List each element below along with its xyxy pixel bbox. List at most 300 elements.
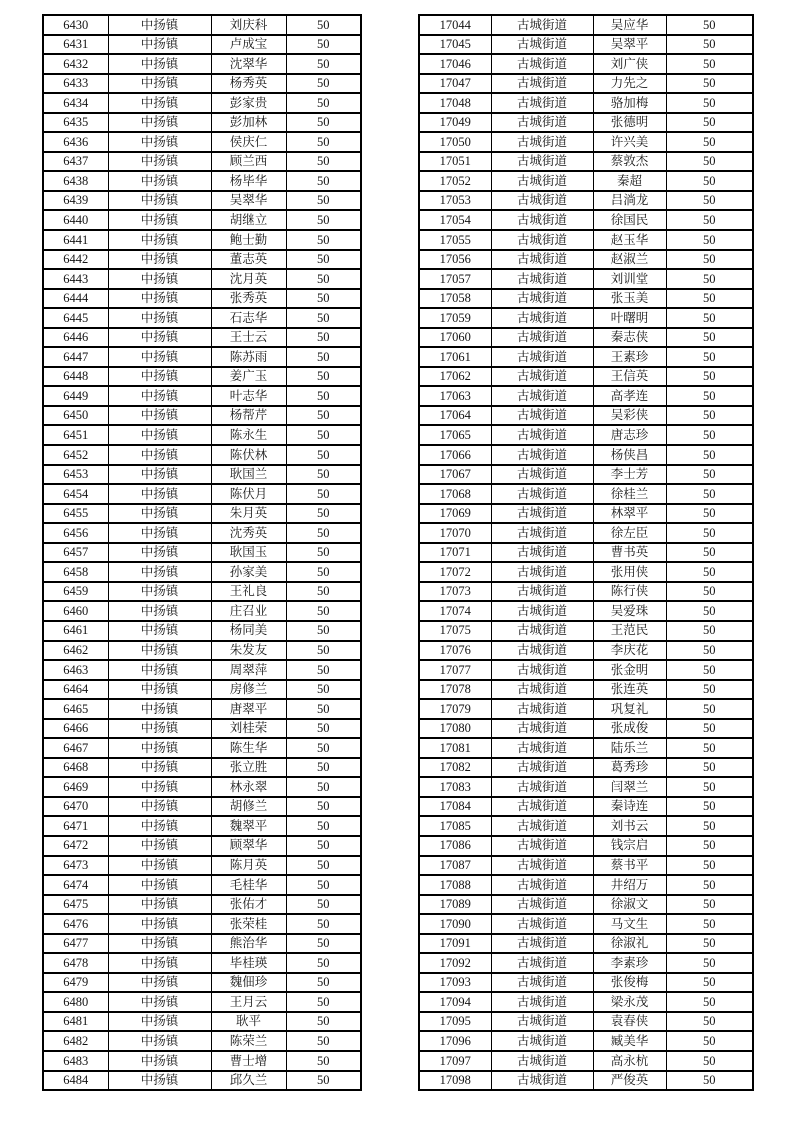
value-cell: 50 [666, 367, 753, 387]
area-cell: 古城街道 [491, 171, 593, 191]
table-row [419, 856, 753, 876]
name-cell: 吴应华 [593, 15, 666, 35]
name-cell: 胡修兰 [211, 797, 286, 817]
id-cell: 6476 [43, 914, 108, 934]
id-cell: 6431 [43, 35, 108, 55]
value-cell: 50 [286, 289, 361, 309]
table-row [419, 582, 753, 602]
id-cell: 17088 [419, 875, 491, 895]
value-cell: 50 [286, 93, 361, 113]
id-cell: 17063 [419, 386, 491, 406]
table-row [419, 543, 753, 563]
name-cell: 王范民 [593, 621, 666, 641]
id-cell: 6457 [43, 543, 108, 563]
id-cell: 6438 [43, 171, 108, 191]
area-cell: 中扬镇 [108, 856, 211, 876]
area-cell: 古城街道 [491, 152, 593, 172]
table-row [43, 601, 361, 621]
table-row [43, 582, 361, 602]
area-cell: 古城街道 [491, 406, 593, 426]
table-row [43, 523, 361, 543]
id-cell: 6453 [43, 465, 108, 485]
table-row [419, 230, 753, 250]
id-cell: 17090 [419, 914, 491, 934]
id-cell: 17092 [419, 953, 491, 973]
area-cell: 古城街道 [491, 504, 593, 524]
value-cell: 50 [286, 992, 361, 1012]
value-cell: 50 [286, 1012, 361, 1032]
table-row [43, 74, 361, 94]
value-cell: 50 [286, 191, 361, 211]
table-row [43, 895, 361, 915]
area-cell: 古城街道 [491, 875, 593, 895]
value-cell: 50 [286, 934, 361, 954]
id-cell: 17079 [419, 699, 491, 719]
name-cell: 张用侠 [593, 562, 666, 582]
name-cell: 梁永茂 [593, 992, 666, 1012]
table-row [43, 816, 361, 836]
name-cell: 臧美华 [593, 1031, 666, 1051]
id-cell: 17058 [419, 289, 491, 309]
value-cell: 50 [286, 973, 361, 993]
table-row [43, 1051, 361, 1071]
name-cell: 张连英 [593, 680, 666, 700]
id-cell: 17078 [419, 680, 491, 700]
value-cell: 50 [286, 35, 361, 55]
name-cell: 耿平 [211, 1012, 286, 1032]
area-cell: 中扬镇 [108, 1071, 211, 1091]
table-row [43, 425, 361, 445]
table-row [43, 210, 361, 230]
name-cell: 徐淑文 [593, 895, 666, 915]
table-row [419, 289, 753, 309]
value-cell: 50 [666, 992, 753, 1012]
value-cell: 50 [286, 210, 361, 230]
id-cell: 17062 [419, 367, 491, 387]
id-cell: 6477 [43, 934, 108, 954]
area-cell: 中扬镇 [108, 601, 211, 621]
table-row [43, 699, 361, 719]
area-cell: 中扬镇 [108, 504, 211, 524]
name-cell: 沈翠华 [211, 54, 286, 74]
area-cell: 中扬镇 [108, 543, 211, 563]
name-cell: 徐淑礼 [593, 934, 666, 954]
area-cell: 古城街道 [491, 367, 593, 387]
table-row [419, 914, 753, 934]
id-cell: 6456 [43, 523, 108, 543]
table-row [419, 562, 753, 582]
name-cell: 秦诗连 [593, 797, 666, 817]
name-cell: 熊治华 [211, 934, 286, 954]
table-row [43, 289, 361, 309]
id-cell: 6478 [43, 953, 108, 973]
area-cell: 中扬镇 [108, 582, 211, 602]
area-cell: 中扬镇 [108, 191, 211, 211]
table-row [419, 797, 753, 817]
name-cell: 张德明 [593, 113, 666, 133]
id-cell: 17073 [419, 582, 491, 602]
area-cell: 古城街道 [491, 660, 593, 680]
area-cell: 中扬镇 [108, 425, 211, 445]
area-cell: 中扬镇 [108, 406, 211, 426]
table-row [419, 74, 753, 94]
value-cell: 50 [666, 582, 753, 602]
name-cell: 秦超 [593, 171, 666, 191]
name-cell: 林永翠 [211, 777, 286, 797]
area-cell: 古城街道 [491, 797, 593, 817]
table-row [419, 738, 753, 758]
table-row [419, 777, 753, 797]
value-cell: 50 [286, 601, 361, 621]
table-row [43, 250, 361, 270]
value-cell: 50 [666, 269, 753, 289]
name-cell: 朱月英 [211, 504, 286, 524]
area-cell: 古城街道 [491, 758, 593, 778]
table-row [419, 308, 753, 328]
table-row [43, 758, 361, 778]
area-cell: 中扬镇 [108, 719, 211, 739]
area-cell: 古城街道 [491, 289, 593, 309]
name-cell: 陈荣兰 [211, 1031, 286, 1051]
id-cell: 17065 [419, 425, 491, 445]
value-cell: 50 [286, 308, 361, 328]
table-row [419, 504, 753, 524]
name-cell: 刘训堂 [593, 269, 666, 289]
table-row [419, 816, 753, 836]
area-cell: 中扬镇 [108, 289, 211, 309]
area-cell: 古城街道 [491, 816, 593, 836]
area-cell: 中扬镇 [108, 934, 211, 954]
table-row [419, 875, 753, 895]
name-cell: 高永杭 [593, 1051, 666, 1071]
area-cell: 古城街道 [491, 328, 593, 348]
value-cell: 50 [286, 1071, 361, 1091]
roster-table-left-body [43, 15, 361, 1090]
name-cell: 张佑才 [211, 895, 286, 915]
id-cell: 6473 [43, 856, 108, 876]
id-cell: 17087 [419, 856, 491, 876]
name-cell: 徐国民 [593, 210, 666, 230]
id-cell: 6443 [43, 269, 108, 289]
name-cell: 曹士增 [211, 1051, 286, 1071]
value-cell: 50 [286, 660, 361, 680]
id-cell: 17093 [419, 973, 491, 993]
value-cell: 50 [286, 465, 361, 485]
value-cell: 50 [286, 484, 361, 504]
area-cell: 中扬镇 [108, 74, 211, 94]
value-cell: 50 [666, 250, 753, 270]
value-cell: 50 [666, 660, 753, 680]
id-cell: 17049 [419, 113, 491, 133]
name-cell: 秦志侠 [593, 328, 666, 348]
name-cell: 吴彩侠 [593, 406, 666, 426]
name-cell: 许兴美 [593, 132, 666, 152]
name-cell: 杨同美 [211, 621, 286, 641]
id-cell: 6469 [43, 777, 108, 797]
area-cell: 古城街道 [491, 35, 593, 55]
id-cell: 17094 [419, 992, 491, 1012]
table-row [419, 386, 753, 406]
table-row [419, 328, 753, 348]
area-cell: 古城街道 [491, 934, 593, 954]
id-cell: 6467 [43, 738, 108, 758]
value-cell: 50 [286, 445, 361, 465]
id-cell: 17054 [419, 210, 491, 230]
id-cell: 6439 [43, 191, 108, 211]
id-cell: 6433 [43, 74, 108, 94]
value-cell: 50 [286, 856, 361, 876]
name-cell: 严俊英 [593, 1071, 666, 1091]
table-row [419, 132, 753, 152]
area-cell: 古城街道 [491, 680, 593, 700]
value-cell: 50 [666, 152, 753, 172]
table-row [43, 171, 361, 191]
table-row [419, 934, 753, 954]
area-cell: 古城街道 [491, 386, 593, 406]
table-row [419, 210, 753, 230]
table-row [43, 934, 361, 954]
area-cell: 中扬镇 [108, 367, 211, 387]
value-cell: 50 [666, 15, 753, 35]
table-row [419, 641, 753, 661]
area-cell: 古城街道 [491, 836, 593, 856]
table-row [419, 1071, 753, 1091]
area-cell: 古城街道 [491, 425, 593, 445]
name-cell: 马文生 [593, 914, 666, 934]
id-cell: 17050 [419, 132, 491, 152]
area-cell: 中扬镇 [108, 152, 211, 172]
value-cell: 50 [666, 738, 753, 758]
area-cell: 中扬镇 [108, 895, 211, 915]
name-cell: 张成俊 [593, 719, 666, 739]
id-cell: 17057 [419, 269, 491, 289]
table-row [419, 758, 753, 778]
id-cell: 6441 [43, 230, 108, 250]
value-cell: 50 [666, 543, 753, 563]
value-cell: 50 [666, 1051, 753, 1071]
id-cell: 6434 [43, 93, 108, 113]
table-row [43, 856, 361, 876]
value-cell: 50 [666, 953, 753, 973]
id-cell: 6448 [43, 367, 108, 387]
id-cell: 17048 [419, 93, 491, 113]
area-cell: 中扬镇 [108, 953, 211, 973]
area-cell: 中扬镇 [108, 973, 211, 993]
value-cell: 50 [286, 132, 361, 152]
id-cell: 6481 [43, 1012, 108, 1032]
name-cell: 胡继立 [211, 210, 286, 230]
id-cell: 17066 [419, 445, 491, 465]
id-cell: 17089 [419, 895, 491, 915]
area-cell: 中扬镇 [108, 1012, 211, 1032]
name-cell: 张秀英 [211, 289, 286, 309]
area-cell: 中扬镇 [108, 269, 211, 289]
value-cell: 50 [286, 328, 361, 348]
value-cell: 50 [286, 425, 361, 445]
id-cell: 6461 [43, 621, 108, 641]
value-cell: 50 [666, 35, 753, 55]
name-cell: 庄召业 [211, 601, 286, 621]
id-cell: 17098 [419, 1071, 491, 1091]
value-cell: 50 [666, 719, 753, 739]
name-cell: 力先之 [593, 74, 666, 94]
table-row [419, 171, 753, 191]
id-cell: 17067 [419, 465, 491, 485]
area-cell: 古城街道 [491, 1051, 593, 1071]
area-cell: 中扬镇 [108, 54, 211, 74]
name-cell: 叶曙明 [593, 308, 666, 328]
name-cell: 陈行侠 [593, 582, 666, 602]
name-cell: 唐翠平 [211, 699, 286, 719]
id-cell: 6440 [43, 210, 108, 230]
name-cell: 张玉美 [593, 289, 666, 309]
value-cell: 50 [286, 269, 361, 289]
name-cell: 王信英 [593, 367, 666, 387]
value-cell: 50 [666, 406, 753, 426]
name-cell: 毕桂瑛 [211, 953, 286, 973]
value-cell: 50 [286, 386, 361, 406]
name-cell: 蔡书平 [593, 856, 666, 876]
name-cell: 张俊梅 [593, 973, 666, 993]
value-cell: 50 [286, 680, 361, 700]
area-cell: 古城街道 [491, 914, 593, 934]
table-row [43, 367, 361, 387]
id-cell: 6451 [43, 425, 108, 445]
table-row [43, 484, 361, 504]
id-cell: 17070 [419, 523, 491, 543]
table-row [43, 797, 361, 817]
value-cell: 50 [286, 15, 361, 35]
area-cell: 中扬镇 [108, 210, 211, 230]
table-row [419, 191, 753, 211]
name-cell: 陈永生 [211, 425, 286, 445]
table-row [43, 504, 361, 524]
roster-table-right-body [419, 15, 753, 1090]
area-cell: 古城街道 [491, 308, 593, 328]
id-cell: 6466 [43, 719, 108, 739]
value-cell: 50 [666, 699, 753, 719]
value-cell: 50 [286, 836, 361, 856]
id-cell: 17095 [419, 1012, 491, 1032]
area-cell: 中扬镇 [108, 797, 211, 817]
table-row [419, 367, 753, 387]
value-cell: 50 [286, 347, 361, 367]
name-cell: 林翠平 [593, 504, 666, 524]
name-cell: 沈秀英 [211, 523, 286, 543]
id-cell: 6468 [43, 758, 108, 778]
table-row [419, 250, 753, 270]
id-cell: 17075 [419, 621, 491, 641]
name-cell: 陈伏林 [211, 445, 286, 465]
area-cell: 古城街道 [491, 953, 593, 973]
area-cell: 中扬镇 [108, 816, 211, 836]
table-row [43, 680, 361, 700]
table-row [43, 54, 361, 74]
table-row [419, 54, 753, 74]
table-row [43, 641, 361, 661]
name-cell: 徐左臣 [593, 523, 666, 543]
id-cell: 17080 [419, 719, 491, 739]
name-cell: 毛桂华 [211, 875, 286, 895]
value-cell: 50 [286, 367, 361, 387]
area-cell: 中扬镇 [108, 35, 211, 55]
value-cell: 50 [666, 797, 753, 817]
table-row [419, 15, 753, 35]
value-cell: 50 [286, 250, 361, 270]
area-cell: 中扬镇 [108, 1051, 211, 1071]
table-row [43, 191, 361, 211]
id-cell: 17061 [419, 347, 491, 367]
table-row [43, 347, 361, 367]
area-cell: 中扬镇 [108, 250, 211, 270]
value-cell: 50 [666, 680, 753, 700]
area-cell: 中扬镇 [108, 93, 211, 113]
id-cell: 17086 [419, 836, 491, 856]
id-cell: 17052 [419, 171, 491, 191]
name-cell: 唐志珍 [593, 425, 666, 445]
name-cell: 吴爱珠 [593, 601, 666, 621]
area-cell: 中扬镇 [108, 641, 211, 661]
value-cell: 50 [666, 523, 753, 543]
id-cell: 17084 [419, 797, 491, 817]
table-row [419, 484, 753, 504]
name-cell: 陈月英 [211, 856, 286, 876]
area-cell: 中扬镇 [108, 777, 211, 797]
id-cell: 6442 [43, 250, 108, 270]
area-cell: 古城街道 [491, 269, 593, 289]
area-cell: 古城街道 [491, 465, 593, 485]
value-cell: 50 [666, 641, 753, 661]
id-cell: 6450 [43, 406, 108, 426]
value-cell: 50 [666, 484, 753, 504]
table-row [43, 113, 361, 133]
id-cell: 6444 [43, 289, 108, 309]
name-cell: 曹书英 [593, 543, 666, 563]
id-cell: 17064 [419, 406, 491, 426]
name-cell: 魏佃珍 [211, 973, 286, 993]
id-cell: 6483 [43, 1051, 108, 1071]
area-cell: 中扬镇 [108, 738, 211, 758]
name-cell: 张金明 [593, 660, 666, 680]
value-cell: 50 [666, 856, 753, 876]
area-cell: 中扬镇 [108, 992, 211, 1012]
area-cell: 古城街道 [491, 74, 593, 94]
table-row [43, 230, 361, 250]
name-cell: 彭家贵 [211, 93, 286, 113]
id-cell: 6471 [43, 816, 108, 836]
table-row [419, 347, 753, 367]
name-cell: 徐桂兰 [593, 484, 666, 504]
id-cell: 6432 [43, 54, 108, 74]
table-row [43, 465, 361, 485]
area-cell: 中扬镇 [108, 15, 211, 35]
id-cell: 17045 [419, 35, 491, 55]
name-cell: 石志华 [211, 308, 286, 328]
name-cell: 王素珍 [593, 347, 666, 367]
value-cell: 50 [666, 289, 753, 309]
area-cell: 古城街道 [491, 484, 593, 504]
area-cell: 中扬镇 [108, 562, 211, 582]
area-cell: 中扬镇 [108, 699, 211, 719]
table-row [43, 621, 361, 641]
id-cell: 17072 [419, 562, 491, 582]
area-cell: 中扬镇 [108, 1031, 211, 1051]
name-cell: 顾翠华 [211, 836, 286, 856]
table-row [419, 660, 753, 680]
value-cell: 50 [286, 230, 361, 250]
table-row [419, 953, 753, 973]
value-cell: 50 [286, 738, 361, 758]
